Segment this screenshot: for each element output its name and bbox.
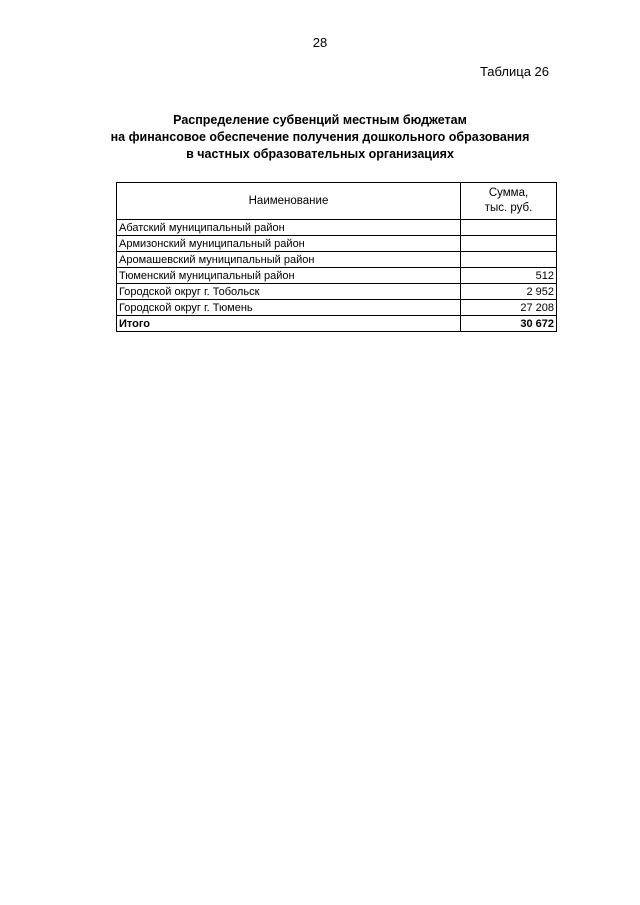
table-row [117,220,557,236]
table-row [117,300,557,316]
table-row [117,268,557,284]
total-row [117,316,557,332]
document-title [0,112,640,163]
column-header-sum-line2: тыс. руб. [484,202,533,214]
cell-sum [461,236,557,252]
column-header-sum [461,183,557,220]
table-label: Таблица 26 [479,64,549,79]
title-line: в частных образовательных организациях [186,147,454,161]
title-line: Распределение субвенций местным бюджетам [173,113,467,127]
table-row [117,236,557,252]
cell-sum [461,220,557,236]
total-sum: 30 672 [461,316,557,332]
cell-name: Абатский муниципальный район [117,220,461,236]
page-number: 28 [312,35,328,50]
cell-name: Тюменский муниципальный район [117,268,461,284]
title-line: на финансовое обеспечение получения дошкольного образования [110,130,530,144]
budget-table [116,182,557,332]
cell-name: Аромашевский муниципальный район [117,252,461,268]
table-row [117,252,557,268]
cell-name: Городской округ г. Тюмень [117,300,461,316]
table-header-row [117,183,557,220]
cell-name: Армизонский муниципальный район [117,236,461,252]
total-label: Итого [117,316,461,332]
cell-sum [461,252,557,268]
column-header-sum-line1: Сумма, [488,187,529,199]
cell-sum: 27 208 [461,300,557,316]
cell-name: Городской округ г. Тобольск [117,284,461,300]
cell-sum: 512 [461,268,557,284]
table-row [117,284,557,300]
column-header-name: Наименование [117,183,461,220]
cell-sum: 2 952 [461,284,557,300]
